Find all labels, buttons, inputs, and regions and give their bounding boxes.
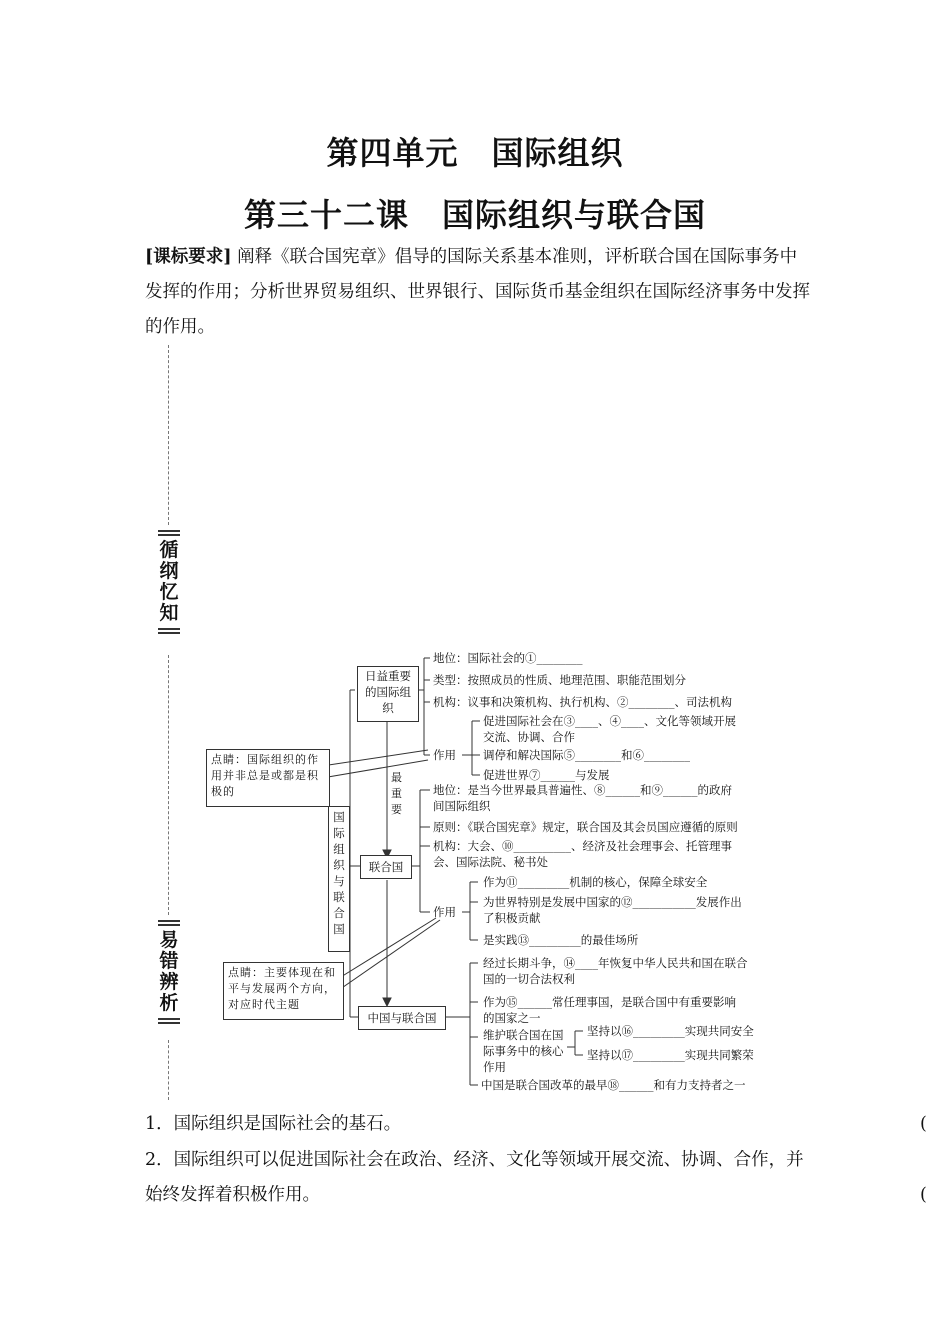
- cn-sub-line: 坚持以⑰_________实现共同繁荣: [587, 1048, 754, 1062]
- un-role-label: 作用: [433, 905, 456, 919]
- un-role-line: 作为⑪_________机制的核心，保障全球安全: [483, 875, 708, 889]
- answer-paren[interactable]: (: [920, 1114, 927, 1134]
- org-line: 类型：按照成员的性质、地理范围、职能范围划分: [433, 673, 686, 687]
- cn-last-line: 中国是联合国改革的最早⑱______和有力支持者之一: [481, 1078, 746, 1092]
- org-role-line: 促进世界⑦______与发展: [483, 768, 610, 782]
- org-line: 地位：国际社会的①________: [433, 651, 583, 665]
- lesson-title: 第三十二课 国际组织与联合国: [243, 196, 706, 234]
- note-box-1: 点睛：国际组织的作用并非总是或都是积极的: [206, 749, 330, 807]
- un-line: 地位：是当今世界最具普遍性、⑧______和⑨______的政府: [433, 783, 732, 797]
- un-line: 会、国际法院、秘书处: [433, 855, 548, 869]
- question-item: 2．国际组织可以促进国际社会在政治、经济、文化等领域开展交流、协调、合作，并始终发挥着积极作用。: [145, 1150, 804, 1205]
- un-role-line: 了积极贡献: [483, 911, 541, 925]
- vertical-title-box: 国际组织与联合国: [328, 806, 350, 952]
- org-box: 日益重要的国际组织: [357, 666, 419, 722]
- answer-paren[interactable]: (: [920, 1185, 927, 1205]
- side-label-errors: 易错辨析: [157, 918, 181, 1026]
- cn-sub-line: 坚持以⑯_________实现共同安全: [587, 1024, 754, 1038]
- cn-line: 国的一切合法权利: [483, 972, 575, 986]
- org-role-label: 作用: [433, 748, 456, 762]
- org-role-line: 促进国际社会在③____、④____、文化等领域开展: [483, 714, 736, 728]
- unit-title: 第四单元 国际组织: [326, 134, 624, 172]
- requirement-label: [课标要求]: [145, 247, 232, 267]
- un-line: 间国际组织: [433, 799, 491, 813]
- org-line: 机构：议事和决策机构、执行机构、②________、司法机构: [433, 695, 732, 709]
- org-role-line: 交流、协调、合作: [483, 730, 575, 744]
- un-role-line: 为世界特别是发展中国家的⑫___________发展作出: [483, 895, 742, 909]
- cn-un-box: 中国与联合国: [358, 1006, 446, 1030]
- requirement-text: 阐释《联合国宪章》倡导的国际关系基本准则，评析联合国在国际事务中发挥的作用；分析世界贸易组织、世界银行、国际货币基金组织在国际经济事务中发挥的作用。: [145, 247, 810, 337]
- un-role-line: 是实践⑬_________的最佳场所: [483, 933, 639, 947]
- cn-line: 的国家之一: [483, 1011, 541, 1025]
- most-important-label: 最重要: [391, 771, 402, 816]
- org-role-line: 调停和解决国际⑤________和⑥________: [483, 748, 690, 762]
- cn-line: 经过长期斗争，⑭____年恢复中华人民共和国在联合: [483, 956, 748, 970]
- side-label-review: 循纲忆知: [157, 528, 181, 636]
- cn-core-role: 维护联合国在国际事务中的核心作用: [483, 1028, 564, 1074]
- un-line: 原则：《联合国宪章》规定，联合国及其会员国应遵循的原则: [433, 820, 738, 834]
- un-box: 联合国: [360, 855, 412, 879]
- note-box-2: 点睛：主要体现在和平与发展两个方向，对应时代主题: [223, 962, 344, 1020]
- question-item: 1．国际组织是国际社会的基石。: [145, 1114, 402, 1134]
- un-line: 机构：大会、⑩__________、经济及社会理事会、托管理事: [433, 839, 732, 853]
- cn-line: 作为⑮______常任理事国，是联合国中有重要影响: [483, 995, 736, 1009]
